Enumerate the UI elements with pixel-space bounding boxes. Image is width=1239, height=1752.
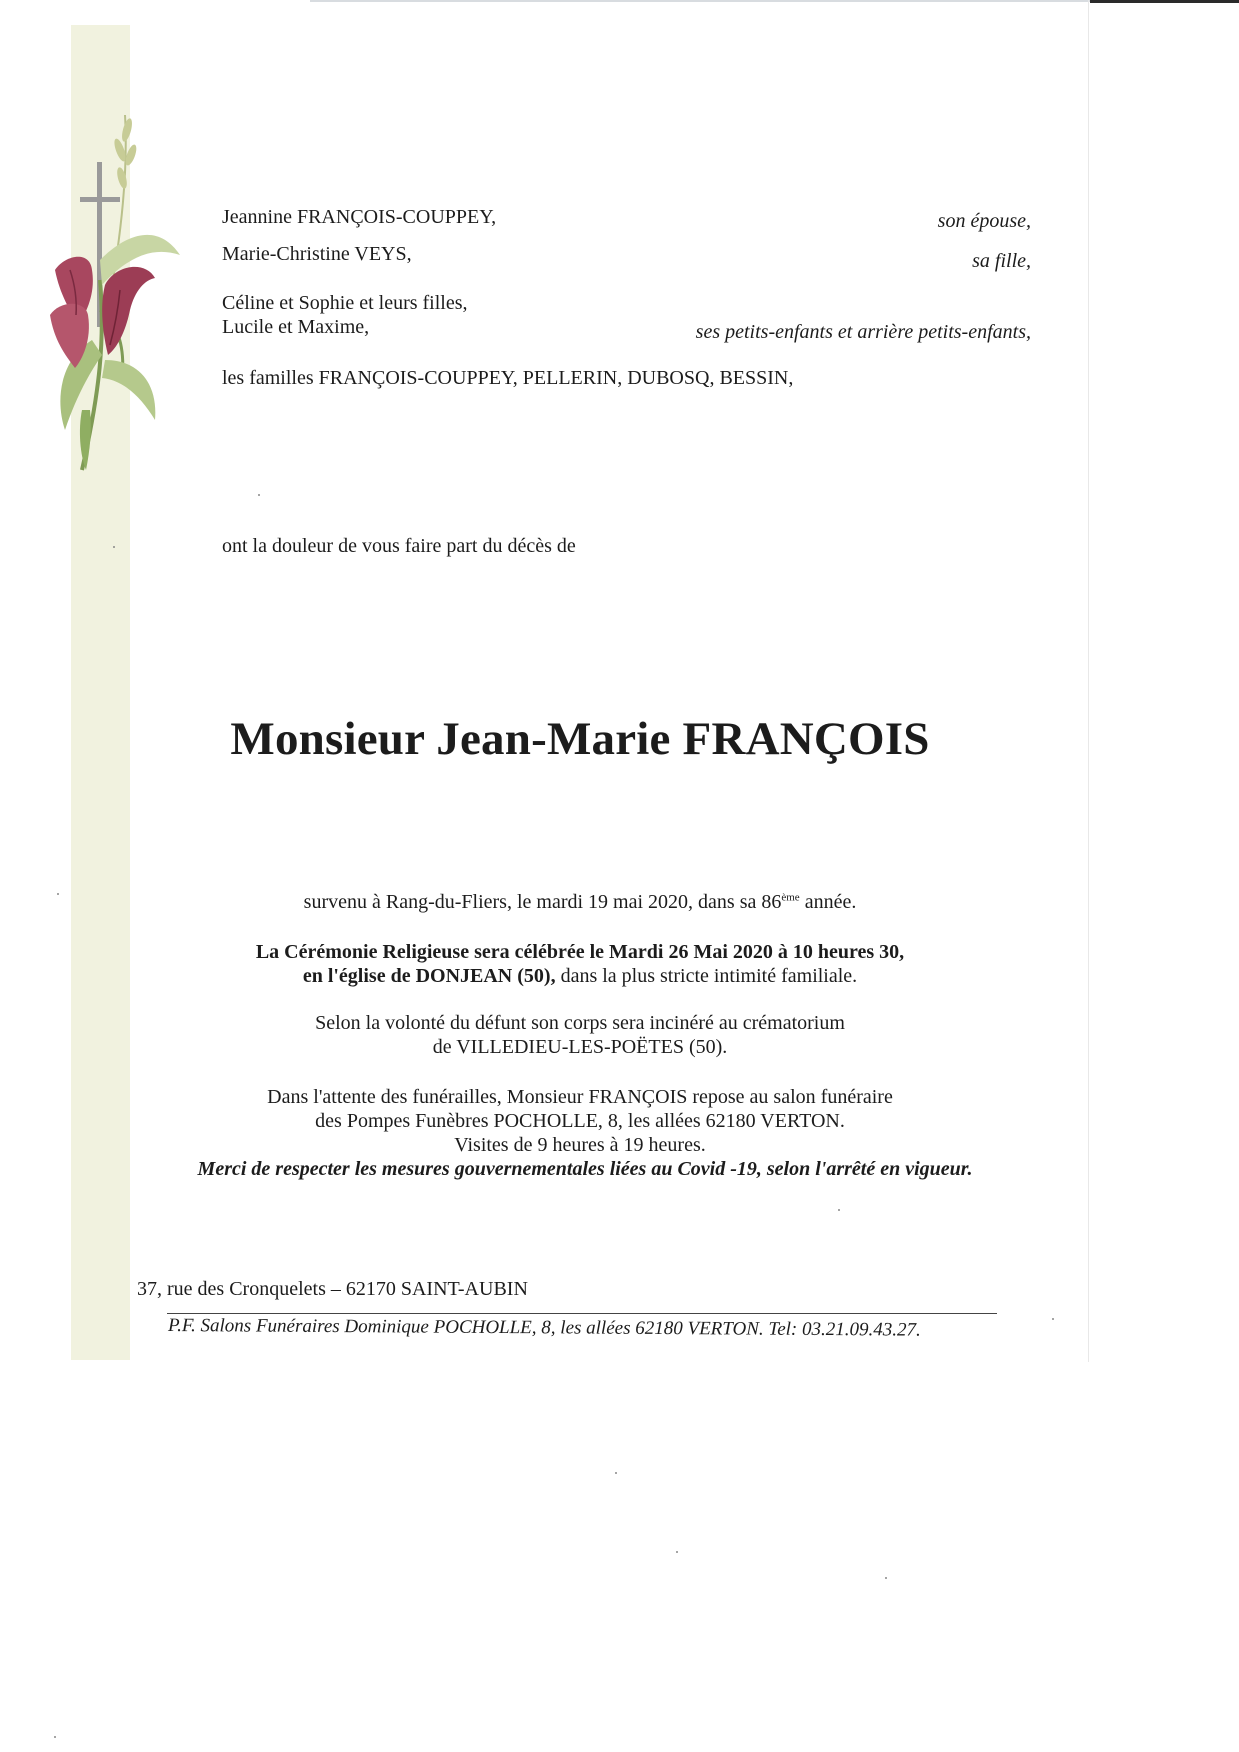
family-member-relation: son épouse, — [937, 210, 1031, 232]
scan-speck — [615, 1472, 617, 1474]
families-line: les familles FRANÇOIS-COUPPEY, PELLERIN, DUBOSQ, BESSIN, — [222, 367, 794, 389]
scan-speck — [676, 1551, 678, 1553]
death-suffix: année. — [799, 891, 857, 913]
scan-edge — [310, 0, 1090, 2]
funeral-home-info: P.F. Salons Funéraires Dominique POCHOLLE, 8, les allées 62180 VERTON. Tel: 03.21.09.43.27. — [167, 1315, 921, 1341]
grandchildren-line: Lucile et Maxime, — [222, 316, 370, 338]
scan-speck — [1052, 1318, 1054, 1320]
scan-speck — [838, 1209, 840, 1211]
scan-speck — [54, 1736, 56, 1738]
viewing-line: Dans l'attente des funérailles, Monsieur FRANÇOIS repose au salon funéraire — [267, 1086, 893, 1108]
viewing-line: Visites de 9 heures à 19 heures. — [454, 1134, 706, 1156]
ceremony-rest: dans la plus stricte intimité familiale. — [555, 965, 858, 987]
death-details — [0, 890, 1160, 914]
family-member-name: Jeannine FRANÇOIS-COUPPEY, — [222, 206, 497, 228]
grandchildren-line: Céline et Sophie et leurs filles, — [222, 292, 468, 314]
cross-and-lily-icon — [30, 110, 190, 480]
cremation-line: de VILLEDIEU-LES-POËTES (50). — [432, 1036, 728, 1058]
ceremony-line: La Cérémonie Religieuse sera célébrée le Mardi 26 Mai 2020 à 10 heures 30, — [255, 941, 905, 963]
grandchildren-relation: ses petits-enfants et arrière petits-enfants, — [695, 321, 1031, 343]
covid-notice: Merci de respecter les mesures gouvernementales liées au Covid -19, selon l'arrêté en vigueur. — [197, 1158, 973, 1180]
scan-speck — [57, 893, 59, 895]
family-address: 37, rue des Cronquelets – 62170 SAINT-AUBIN — [137, 1278, 528, 1300]
death-text: survenu à Rang-du-Fliers, le mardi 19 mai 2020, dans sa 86 — [303, 891, 782, 913]
viewing-line: des Pompes Funèbres POCHOLLE, 8, les allées 62180 VERTON. — [315, 1110, 845, 1132]
deceased-name: Monsieur Jean-Marie FRANÇOIS — [230, 713, 930, 765]
scan-speck — [885, 1577, 887, 1579]
family-member-name: Marie-Christine VEYS, — [222, 243, 412, 265]
cremation-details — [0, 1011, 1160, 1059]
scan-speck — [113, 546, 115, 548]
family-member-relation: sa fille, — [972, 250, 1031, 272]
scan-speck — [258, 494, 260, 496]
viewing-details — [0, 1085, 1160, 1181]
ceremony-church: en l'église de DONJEAN (50), — [302, 965, 556, 987]
ceremony-details — [0, 940, 1160, 988]
scan-edge-dark — [1090, 0, 1239, 3]
death-superscript: ème — [781, 891, 800, 904]
cremation-line: Selon la volonté du défunt son corps sera incinéré au crématorium — [315, 1012, 845, 1034]
announcement-text: ont la douleur de vous faire part du décès de — [222, 535, 576, 557]
